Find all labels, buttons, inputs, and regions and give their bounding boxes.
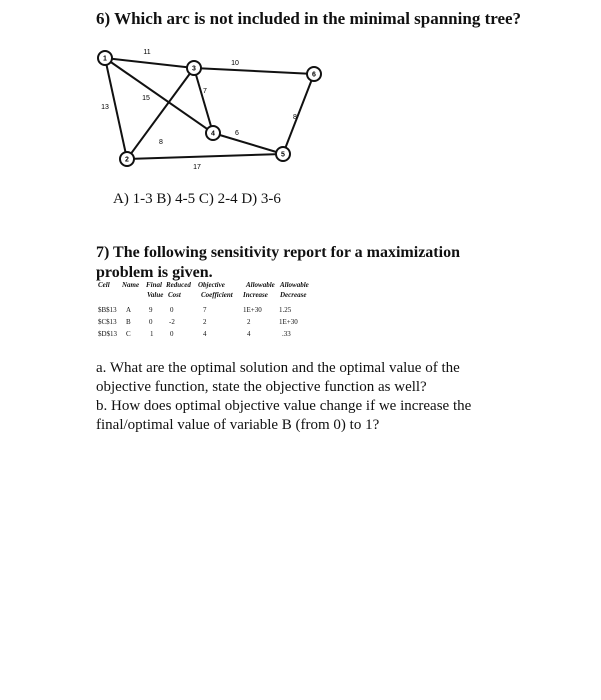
edge-weight-1-2: 13: [101, 104, 109, 111]
header-name: Name: [122, 281, 140, 289]
header-allowable-decrease: Allowable: [280, 281, 309, 289]
table-cell: .33: [282, 330, 291, 338]
graph-node-label: 1: [103, 55, 107, 63]
header-cell: Cell: [98, 281, 110, 289]
question-7-title: 7) The following sensitivity report for a maximization problem is given.: [96, 244, 460, 281]
table-cell: 2: [247, 318, 251, 326]
edge-weight-4-5: 6: [235, 130, 239, 137]
graph-edge-3-6: [192, 65, 314, 74]
table-cell: 1E+30: [279, 318, 298, 326]
table-cell: $D$13: [98, 330, 118, 338]
table-cell: 4: [247, 330, 251, 338]
graph-node-label: 3: [192, 65, 196, 73]
graph-node-label: 6: [312, 71, 316, 79]
header-value: Value: [147, 291, 164, 299]
edge-weight-1-3: 11: [143, 49, 151, 56]
table-cell: 4: [203, 330, 207, 338]
question-6-answers: A) 1-3 B) 4-5 C) 2-4 D) 3-6: [113, 191, 281, 207]
table-cell: 1E+30: [243, 306, 262, 314]
table-cell: $B$13: [98, 306, 117, 314]
edge-weight-6-5: 8: [293, 114, 297, 121]
header-final: Final: [146, 281, 162, 289]
header-coefficient: Coefficient: [201, 291, 233, 299]
table-cell: C: [126, 330, 131, 338]
header-decrease: Decrease: [280, 291, 307, 299]
table-cell: -2: [169, 318, 175, 326]
table-cell: 2: [203, 318, 207, 326]
table-cell: 9: [149, 306, 153, 314]
edge-weight-3-6: 10: [231, 60, 239, 67]
edge-weight-2-3: 8: [159, 139, 163, 146]
table-cell: 0: [170, 306, 174, 314]
edge-weight-2-5: 17: [193, 164, 201, 171]
table-cell: 1.25: [279, 306, 292, 314]
graph-edge-2-5: [127, 151, 285, 159]
question-6-title: 6) Which arc is not included in the minimal spanning tree?: [96, 9, 522, 28]
question-7-parts: [96, 359, 506, 435]
header-reduced: Reduced: [166, 281, 191, 289]
graph-node-label: 5: [281, 151, 285, 159]
table-cell: 0: [149, 318, 153, 326]
table-cell: B: [126, 318, 131, 326]
header-allowable-increase: Allowable: [246, 281, 275, 289]
table-cell: A: [126, 306, 132, 314]
table-cell: 7: [203, 306, 207, 314]
graph-edge-6-5: [283, 71, 316, 154]
table-cell: 0: [170, 330, 174, 338]
graph-node-label: 2: [125, 156, 129, 164]
part-b-text: b. How does optimal objective value change if we increase the final/optimal value of variable B (from 0) to 1?: [96, 398, 472, 433]
header-increase: Increase: [243, 291, 268, 299]
table-cell: 1: [150, 330, 154, 338]
sensitivity-report: [98, 281, 358, 343]
graph-edge-3-4: [192, 65, 213, 133]
table-cell: $C$13: [98, 318, 117, 326]
part-a-text: a. What are the optimal solution and the optimal value of the objective function, state the objective function as well?: [96, 360, 460, 395]
edge-weight-3-4: 7: [203, 88, 207, 95]
graph-node-label: 4: [211, 130, 215, 138]
graph-edge-4-5: [211, 130, 283, 154]
header-objective: Objective: [198, 281, 225, 289]
header-cost: Cost: [168, 291, 181, 299]
edge-weight-1-4: 15: [142, 95, 150, 102]
network-graph: [90, 42, 340, 182]
